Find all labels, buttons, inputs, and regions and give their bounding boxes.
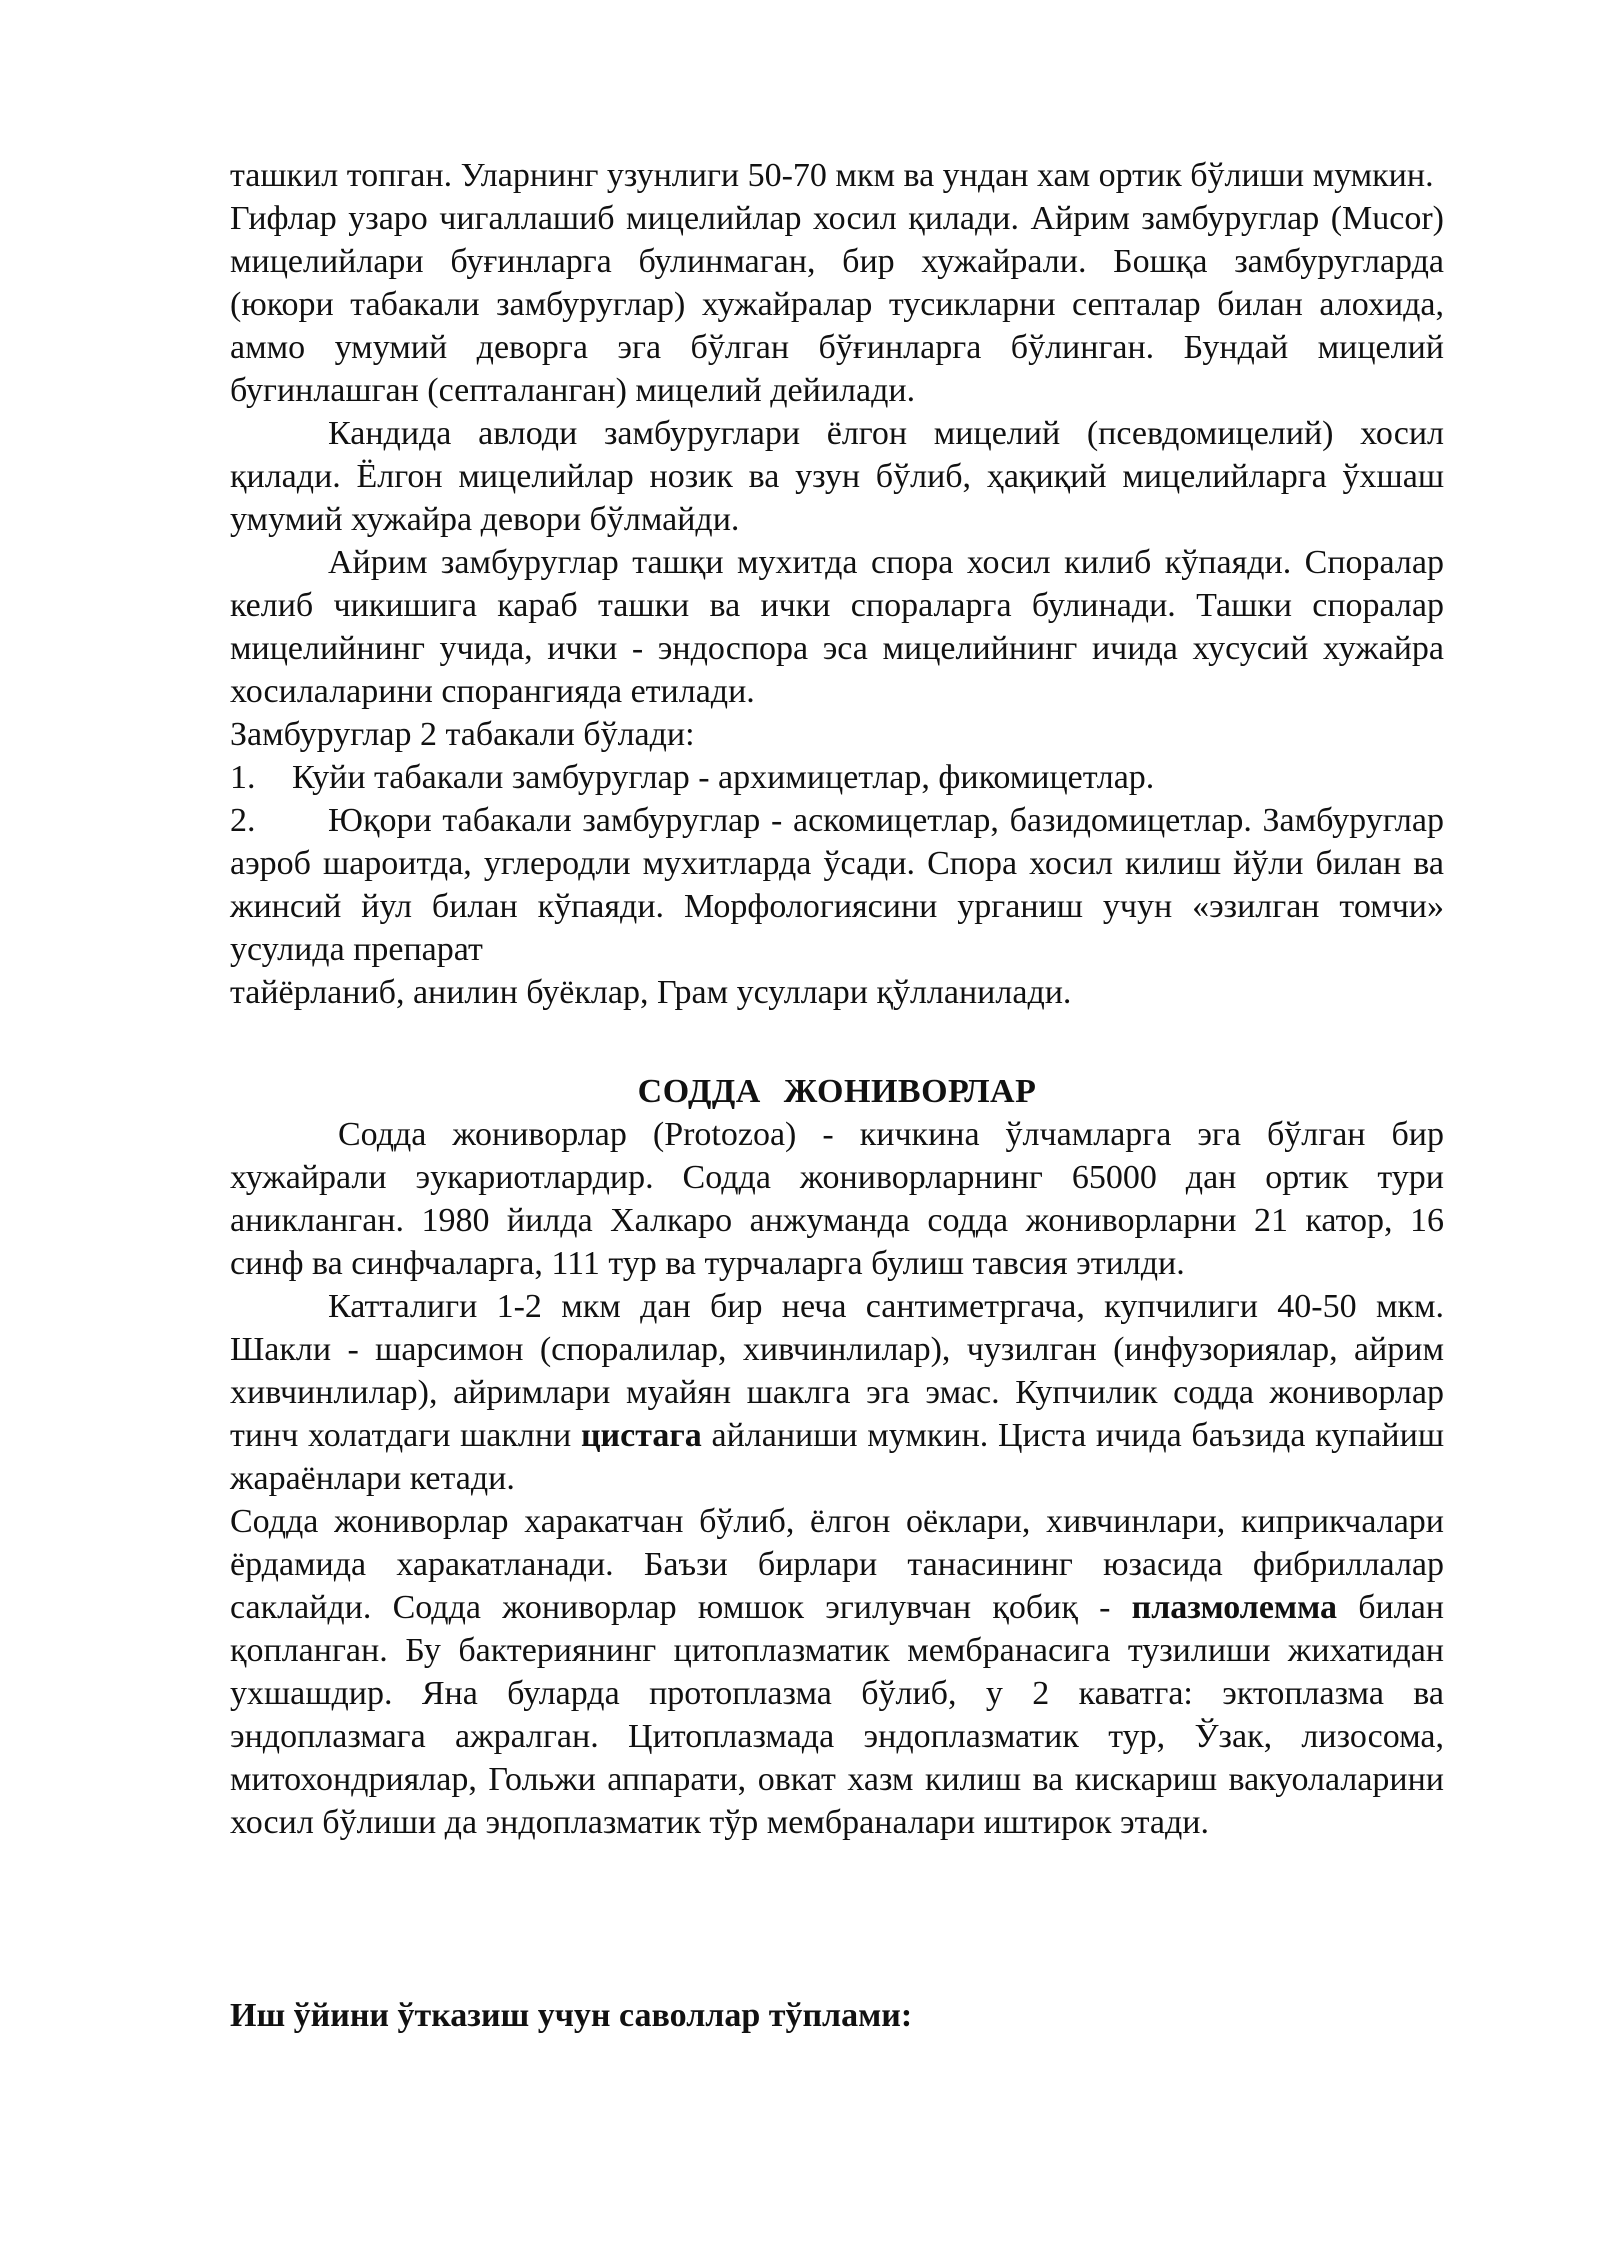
paragraph-protozoa-size (230, 1285, 1444, 1500)
section-heading-protozoa: СОДДА ЖОНИВОРЛАР (637, 1073, 1037, 1110)
bold-term-cyst: цистага (580, 1417, 702, 1454)
text-run: Содда жониворлар харакатчан бўлиб, ёлгон оёклари, хивчинлари, киприкчалари ёрдамида харакатланади. Баъзи бирлари танасининг юзасида фибриллалар саклайди. Содда жониворлар юмшок эгилувчан қобиқ - (230, 1503, 1444, 1626)
text-run: айланиши мумкин. Циста ичида баъзида купайиш жараёнлари кетади. (230, 1417, 1444, 1497)
list-number: 2. (230, 802, 256, 839)
paragraph-hyphae: Гифлар узаро чигаллашиб мицелийлар хосил қилади. Айрим замбуруглар (Mucor) мицелийлари буғинларга булинмаган, бир хужайрали. Бошқа замбуругларда (юкори табакали замбуруглар) хужайралар тусикларни септалар билан алохида, аммо умумий деворга эга бўлган бўғинларга бўлинган. Бундай мицелий бугинлашган (септаланган) мицелий дейилади. (230, 200, 1444, 409)
paragraph-protozoa-intro: Содда жониворлар (Protozoa) - кичкина ўлчамларга эга бўлган бир хужайрали эукариотлардир. Содда жониворларнинг 65000 дан ортик тури аникланган. 1980 йилда Халкаро анжуманда содда жониворларни 21 катор, 16 синф ва синфчаларга, 111 тур ва турчаларга булиш тавсия этилди. (230, 1116, 1444, 1282)
list-number: 1. (230, 759, 256, 796)
list-item-lower-fungi (230, 756, 1444, 799)
list-text: Куйи табакали замбуруглар - архимицетлар, фикомицетлар. (292, 759, 1155, 796)
paragraph-spores: Айрим замбуруглар ташқи мухитда спора хосил килиб кўпаяди. Споралар келиб чикишига караб ташки ва ички спораларга булинади. Ташки споралар мицелийнинг учида, ички - эндоспора эса мицелийнинг ичида хусусий хужайра хосилаларини спорангияда етилади. (230, 544, 1444, 710)
paragraph-staining: тайёрланиб, анилин буёклар, Грам усуллари қўлланилади. (230, 974, 1072, 1011)
paragraph-protozoa-movement (230, 1500, 1444, 1844)
paragraph-fungi-classes: Замбуруглар 2 табакали бўлади: (230, 716, 695, 753)
spacer (230, 1844, 1444, 1994)
text-run: Катталиги 1-2 мкм дан бир неча сантиметргача, купчилиги 40-50 мкм. Шакли - шарсимон (споралилар, хивчинлилар), чузилган (инфузориялар, айрим хивчинлилар), айримлари муайян шаклга эга эмас. Купчилик содда жониворлар тинч холатдаги шаклни (230, 1288, 1444, 1454)
text-run: билан қопланган. Бу бактериянинг цитоплазматик мембранасига тузилиши жихатидан ухшашдир. Яна буларда протоплазма бўлиб, у 2 каватга: эктоплазма ва эндоплазмага ажралган. Цитоплазмада эндоплазматик тур, Ўзак, лизосома, митохондриялар, Гольжи аппарати, овкат хазм килиш ва кискариш вакуолаларини хосил бўлиши да эндоплазматик тўр мембраналари иштирок этади. (230, 1589, 1444, 1841)
bold-term-plasmolemma: плазмолемма (1131, 1589, 1338, 1626)
list-text: Юқори табакали замбуруглар - аскомицетлар, базидомицетлар. Замбуруглар аэроб шароитда, углеродли мухитларда ўсади. Спора хосил килиш йўли билан ва жинсий йул билан кўпаяди. Морфологиясини урганиш учун «эзилган томчи» усулида препарат (230, 802, 1444, 968)
questions-title: Иш ўйини ўтказиш учун саволлар тўплами: (230, 1997, 913, 2034)
list-item-higher-fungi (230, 799, 1444, 971)
document-body (230, 154, 1444, 2037)
paragraph-mycelium-length: ташкил топган. Уларнинг узунлиги 50-70 мкм ва ундан хам ортик бўлиши мумкин. (230, 157, 1434, 194)
paragraph-candida: Кандида авлоди замбуруглари ёлгон мицелий (псевдомицелий) хосил қилади. Ёлгон мицелийлар нозик ва узун бўлиб, ҳақиқий мицелийларга ўхшаш умумий хужайра девори бўлмайди. (230, 415, 1444, 538)
